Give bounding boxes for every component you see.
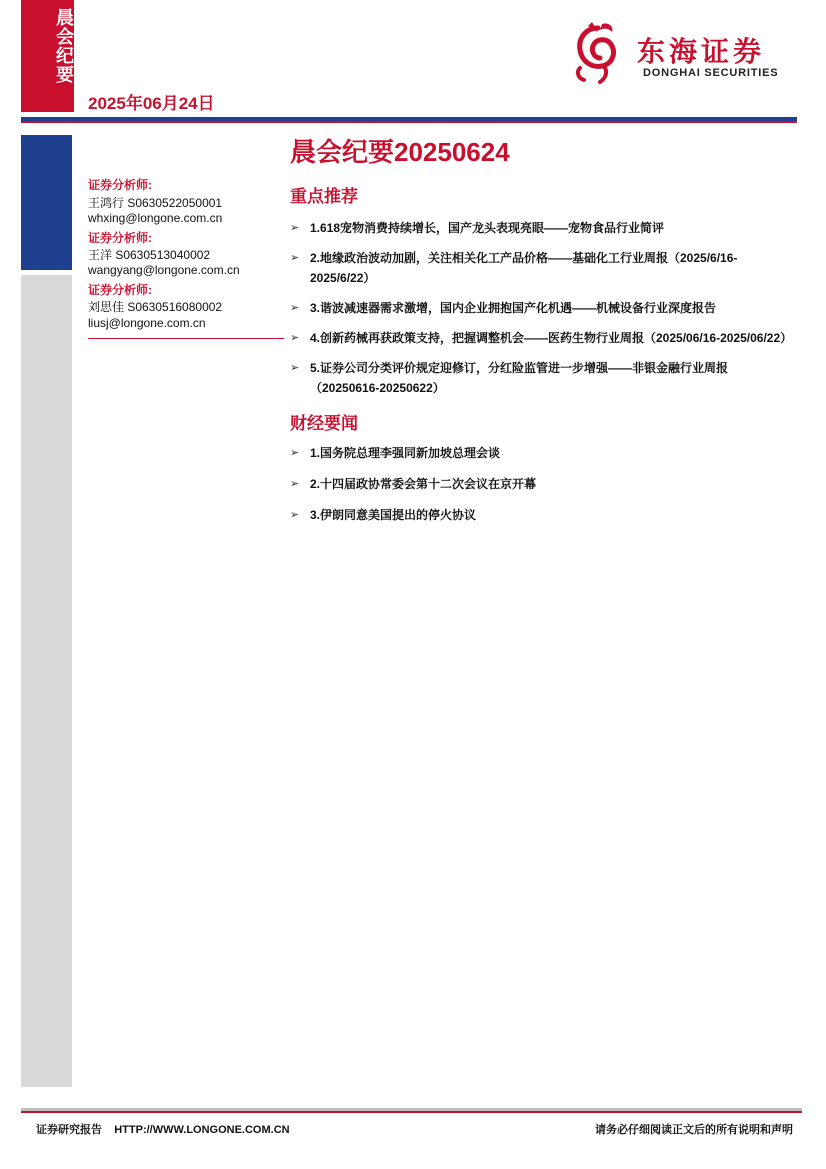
analyst-name: 王洋 S0630513040002 (88, 248, 211, 262)
arrow-bullet-icon: ➢ (290, 447, 300, 459)
logo-english-name: DONGHAI SECURITIES (643, 67, 779, 79)
recommendation-text: 1.618宠物消费持续增长，国产龙头表现亮眼——宠物食品行业简评 (310, 221, 665, 235)
news-item[interactable] (290, 474, 796, 494)
section-heading-key-recommendations: 重点推荐 (290, 187, 358, 206)
arrow-bullet-icon: ➢ (290, 509, 300, 521)
news-text: 1.国务院总理李强同新加坡总理会谈 (310, 446, 501, 460)
recommendation-item[interactable] (290, 328, 796, 348)
header-rule-red (21, 121, 797, 123)
arrow-bullet-icon: ➢ (290, 302, 300, 314)
arrow-bullet-icon: ➢ (290, 222, 300, 234)
recommendation-item[interactable] (290, 218, 796, 238)
header-tab-label: 晨会纪要 (54, 8, 74, 84)
analyst-label: 证券分析师: (88, 231, 152, 245)
page-title: 晨会纪要20250624 (290, 137, 510, 167)
news-item[interactable] (290, 505, 796, 525)
recommendation-text: 4.创新药械再获政策支持，把握调整机会——医药生物行业周报（2025/06/16-2025/06/22） (310, 331, 793, 345)
arrow-bullet-icon: ➢ (290, 478, 300, 490)
footer-rule-red (21, 1111, 802, 1113)
analyst-name: 刘思佳 S0630516080002 (88, 300, 223, 314)
arrow-bullet-icon: ➢ (290, 332, 300, 344)
section-heading-financial-news: 财经要闻 (290, 414, 358, 433)
sidebar-gray-block (21, 275, 72, 1087)
analyst-label: 证券分析师: (88, 178, 152, 192)
recommendation-text: 2.地缘政治波动加剧，关注相关化工产品价格——基础化工行业周报（2025/6/16-2025/6/22） (310, 251, 738, 285)
recommendation-item[interactable] (290, 298, 796, 318)
footer-left-text[interactable]: 证券研究报告 HTTP://WWW.LONGONE.COM.CN (36, 1124, 290, 1136)
analyst-label: 证券分析师: (88, 283, 152, 297)
recommendation-text: 3.谐波减速器需求激增，国内企业拥抱国产化机遇——机械设备行业深度报告 (310, 301, 717, 315)
arrow-bullet-icon: ➢ (290, 362, 300, 374)
analyst-email[interactable]: whxing@longone.com.cn (88, 211, 223, 225)
logo-chinese-name: 东海证券 (637, 35, 766, 68)
analyst-email[interactable]: liusj@longone.com.cn (88, 316, 206, 330)
recommendation-item[interactable] (290, 248, 796, 288)
analyst-name: 王鸿行 S0630522050001 (88, 196, 223, 210)
news-text: 2.十四届政协常委会第十二次会议在京开幕 (310, 477, 537, 491)
sidebar-blue-block (21, 135, 72, 270)
analyst-email[interactable]: wangyang@longone.com.cn (88, 263, 240, 277)
analyst-divider (88, 338, 284, 339)
report-date: 2025年06月24日 (88, 94, 215, 113)
footer-disclaimer: 请务必仔细阅读正文后的所有说明和声明 (595, 1124, 793, 1136)
news-item[interactable] (290, 443, 796, 463)
recommendation-text: 5.证券公司分类评价规定迎修订，分红险监管进一步增强——非银金融行业周报（20250616-20250622） (310, 361, 729, 395)
dragon-logo-icon (568, 22, 628, 84)
arrow-bullet-icon: ➢ (290, 252, 300, 264)
news-text: 3.伊朗同意美国提出的停火协议 (310, 508, 477, 522)
recommendation-item[interactable] (290, 358, 796, 398)
